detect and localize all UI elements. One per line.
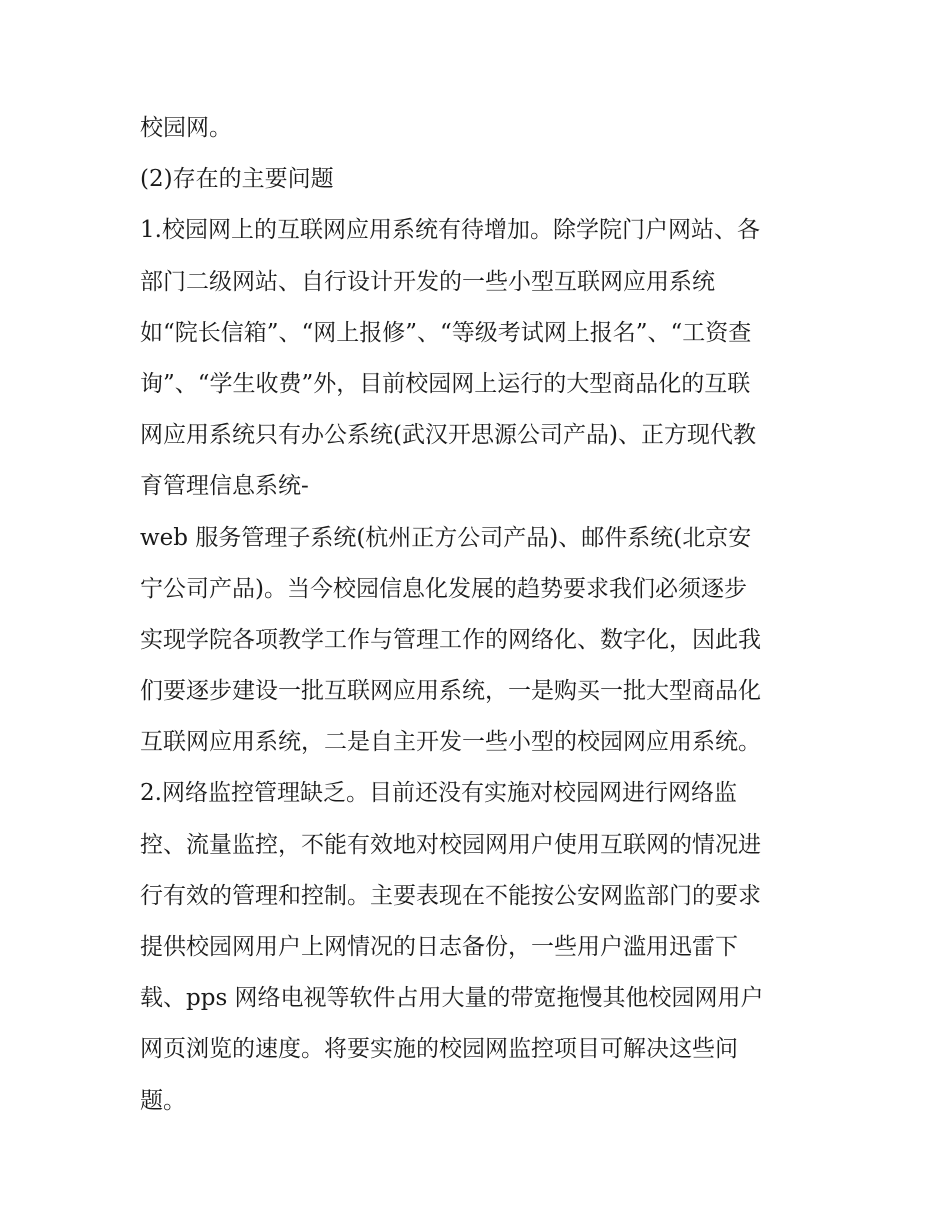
text-line: 提供校园网用户上网情况的日志备份，一些用户滥用迅雷下 (140, 934, 738, 960)
text-line: 2.网络监控管理缺乏。目前还没有实施对校园网进行网络监 (140, 780, 737, 807)
text-line: 宁公司产品)。当今校园信息化发展的趋势要求我们必须逐步 (140, 575, 747, 602)
text-line: 校园网。 (140, 115, 232, 141)
text-line: 网页浏览的速度。将要实施的校园网监控项目可解决这些问 (140, 1036, 738, 1063)
text-line: 1.校园网上的互联网应用系统有待增加。除学院门户网站、各 (140, 217, 760, 244)
text-line: 们要逐步建设一批互联网应用系统，一是购买一批大型商品化 (140, 678, 761, 705)
text-line: 网应用系统只有办公系统(武汉开思源公司产品)、正方现代教 (140, 422, 756, 449)
text-line: 题。 (140, 1087, 186, 1114)
text-line: 部门二级网站、自行设计开发的一些小型互联网应用系统 (140, 268, 715, 295)
text-line: 询”、“学生收费”外，目前校园网上运行的大型商品化的互联 (140, 370, 751, 397)
body-text (140, 103, 820, 1127)
text-line: 控、流量监控，不能有效地对校园网用户使用互联网的情况进 (140, 831, 761, 858)
text-line: 实现学院各项教学工作与管理工作的网络化、数字化，因此我 (140, 626, 761, 653)
text-line: 载、pps 网络电视等软件占用大量的带宽拖慢其他校园网用户 (140, 985, 764, 1012)
text-line: 如“院长信箱”、“网上报修”、“等级考试网上报名”、“工资查 (140, 319, 752, 346)
text-line: 互联网应用系统，二是自主开发一些小型的校园网应用系统。 (140, 729, 761, 756)
text-line: web 服务管理子系统(杭州正方公司产品)、邮件系统(北京安 (140, 524, 752, 551)
text-line: 行有效的管理和控制。主要表现在不能按公安网监部门的要求 (140, 882, 761, 909)
section-heading: (2)存在的主要问题 (140, 166, 334, 193)
text-line: 育管理信息系统- (140, 473, 309, 500)
